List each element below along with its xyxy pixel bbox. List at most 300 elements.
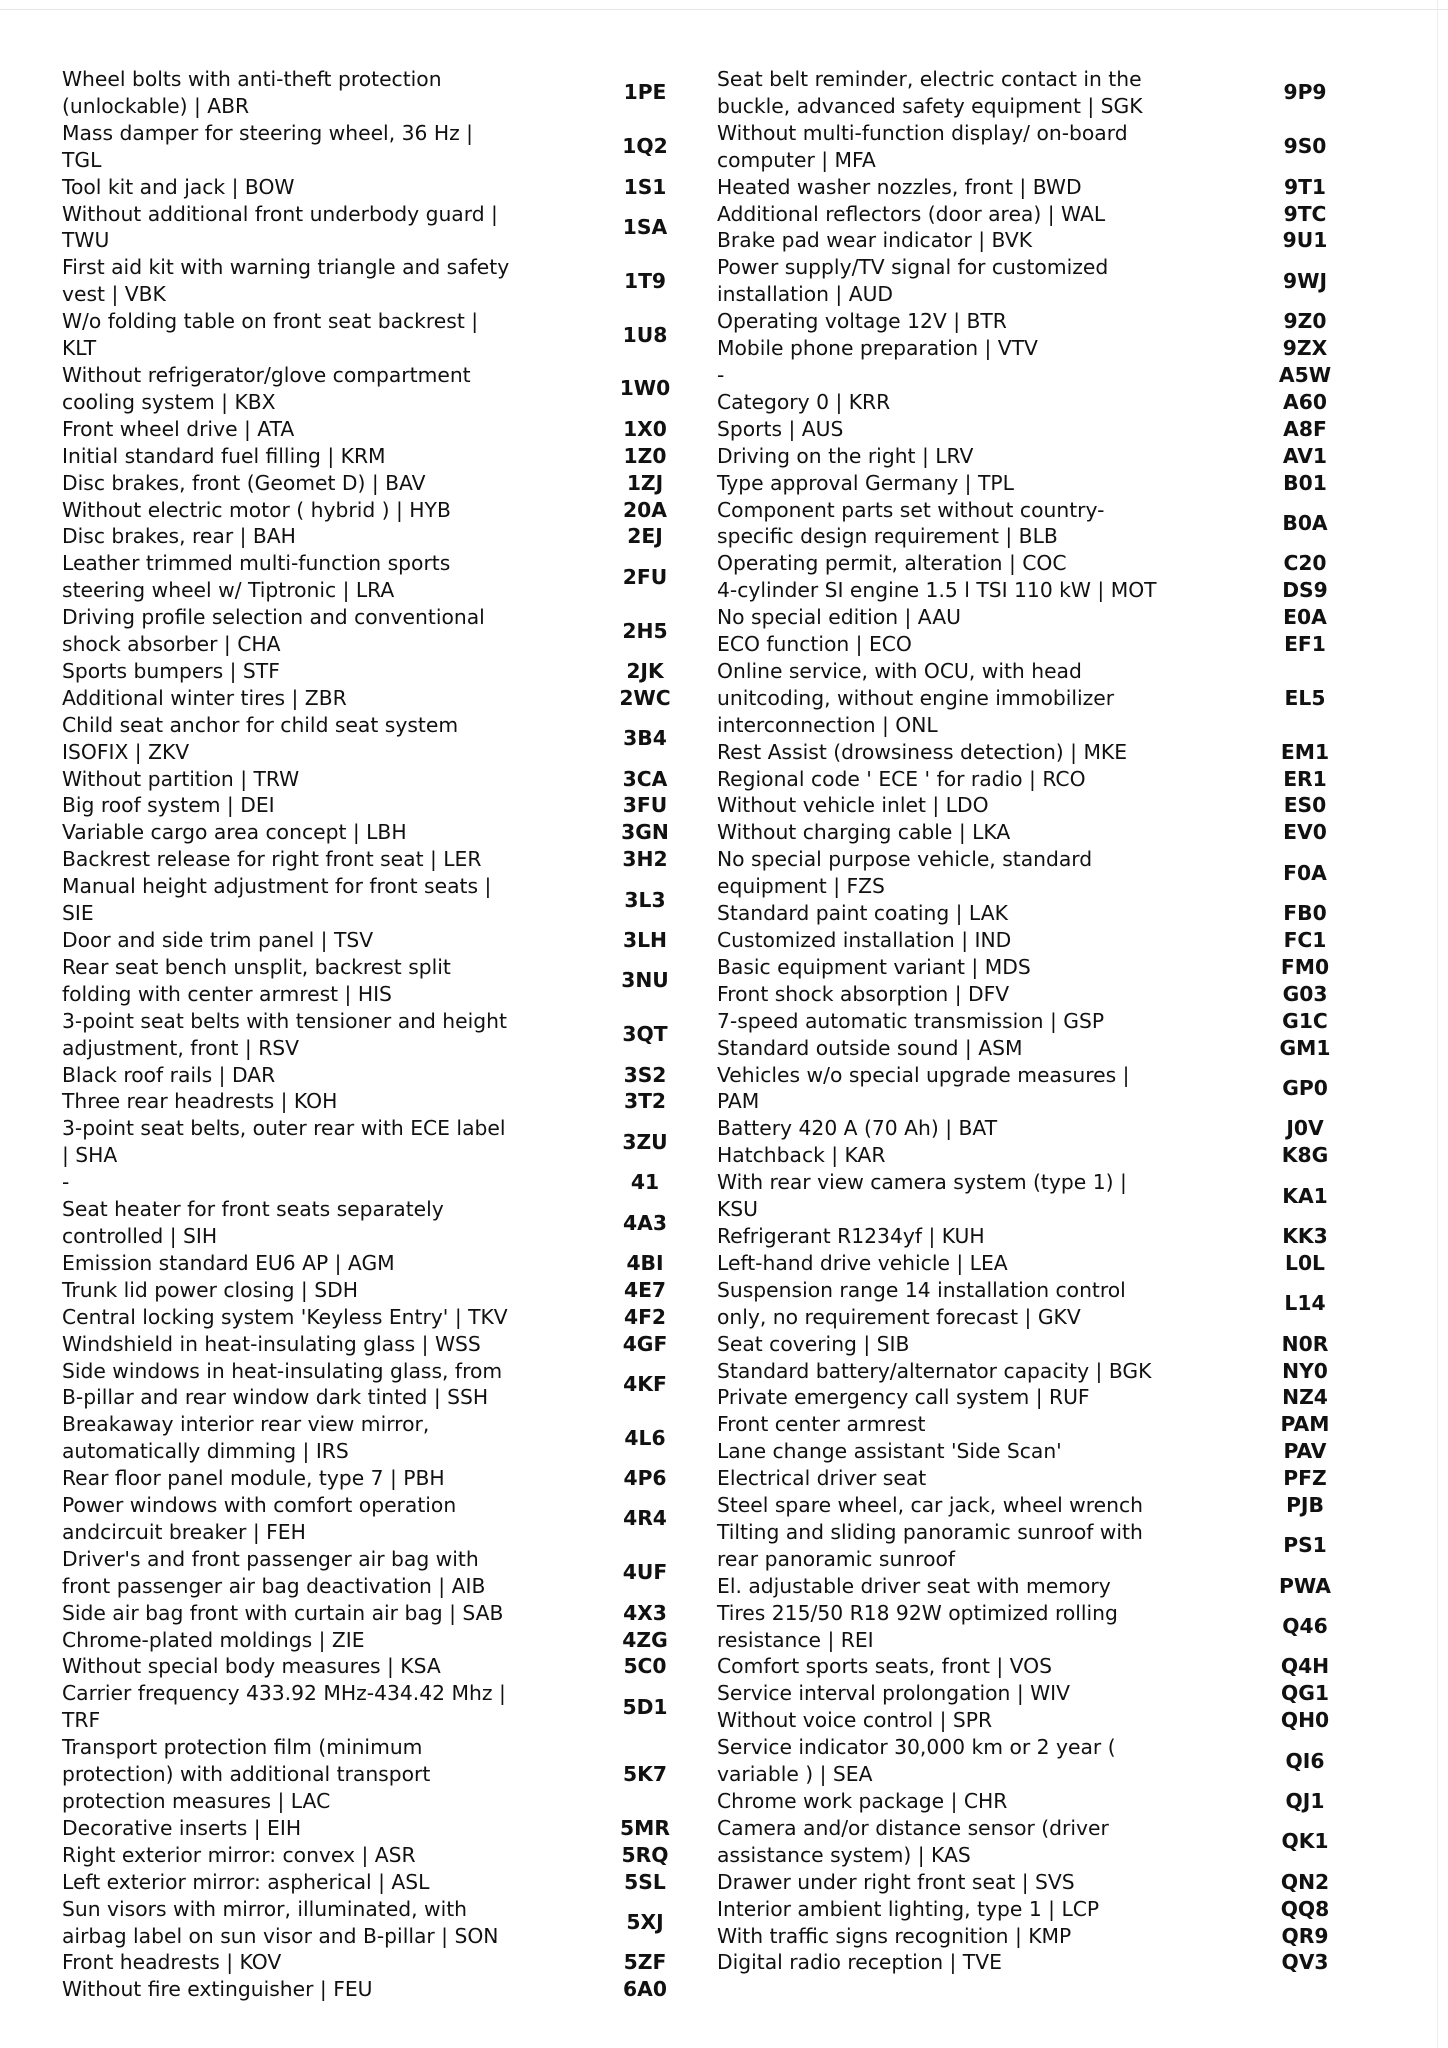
equipment-description	[62, 604, 542, 658]
equipment-description	[717, 1115, 1137, 1142]
equipment-description	[717, 846, 1137, 900]
option-code: QR9	[1281, 1923, 1329, 1948]
option-code: 9WJ	[1282, 268, 1328, 293]
equipment-description	[717, 1142, 1137, 1169]
equipment-description	[717, 1250, 1137, 1277]
equipment-description	[717, 1896, 1137, 1923]
equipment-row	[717, 1923, 1347, 1950]
option-code: 3L3	[624, 887, 666, 912]
option-code: PAM	[1280, 1412, 1330, 1437]
equipment-description	[717, 819, 1137, 846]
option-code: QQ8	[1280, 1896, 1330, 1921]
description-line: Private emergency call system | RUF	[717, 1385, 1090, 1410]
description-line: Variable cargo area concept | LBH	[62, 820, 407, 845]
option-code: Q46	[1282, 1614, 1328, 1639]
description-line: 7-speed automatic transmission | GSP	[717, 1008, 1105, 1033]
description-line: Standard paint coating | LAK	[717, 901, 1008, 926]
option-code: 2FU	[622, 564, 668, 589]
equipment-row	[62, 120, 692, 174]
description-line: Standard battery/alternator capacity | BGK	[717, 1358, 1152, 1383]
description-line: Central locking system 'Keyless Entry' | TKV	[62, 1304, 508, 1329]
description-line: Mobile phone preparation | VTV	[717, 336, 1038, 361]
option-code: QK1	[1281, 1829, 1329, 1854]
description-line: Sports bumpers | STF	[62, 658, 280, 683]
equipment-description	[717, 900, 1137, 927]
equipment-row	[717, 1358, 1347, 1385]
description-line: Without partition | TRW	[62, 766, 300, 791]
option-code: 4ZG	[622, 1627, 668, 1652]
equipment-row	[717, 1788, 1347, 1815]
equipment-description	[717, 174, 1137, 201]
equipment-row	[717, 1411, 1347, 1438]
equipment-description	[717, 443, 1137, 470]
equipment-description	[62, 1842, 542, 1869]
equipment-description	[717, 1169, 1137, 1223]
equipment-row	[717, 1573, 1347, 1600]
description-line: protection measures | LAC	[62, 1789, 331, 1813]
equipment-row	[62, 1062, 692, 1089]
equipment-row	[717, 1384, 1347, 1411]
equipment-description	[717, 1411, 1137, 1438]
option-code: 9P9	[1283, 80, 1327, 105]
option-code: 3H2	[622, 847, 668, 872]
description-line: Left-hand drive vehicle | LEA	[717, 1250, 1008, 1275]
option-code: 3LH	[622, 928, 667, 952]
description-line: Refrigerant R1234yf | KUH	[717, 1223, 985, 1248]
option-code: C20	[1283, 551, 1327, 576]
option-code: 9ZX	[1282, 336, 1328, 361]
equipment-description	[717, 1384, 1137, 1411]
equipment-description	[717, 497, 1137, 551]
description-line: TRF	[62, 1708, 101, 1733]
description-line: Tilting and sliding panoramic sunroof with	[717, 1519, 1143, 1544]
equipment-description	[62, 1627, 542, 1654]
description-line: No special purpose vehicle, standard	[717, 847, 1093, 872]
option-code: 5RQ	[621, 1842, 669, 1867]
description-line: Service indicator 30,000 km or 2 year (	[717, 1735, 1116, 1760]
option-code: 5XJ	[626, 1910, 664, 1935]
equipment-description	[62, 416, 542, 443]
description-line: Digital radio reception | TVE	[717, 1950, 1002, 1975]
equipment-row	[62, 1949, 692, 1976]
equipment-row	[62, 550, 692, 604]
option-code: N0R	[1281, 1331, 1329, 1356]
description-line: Without charging cable | LKA	[717, 820, 1011, 845]
option-code: A8F	[1283, 416, 1327, 441]
equipment-description	[62, 1411, 542, 1465]
description-line: Disc brakes, rear | BAH	[62, 524, 296, 549]
description-line: KLT	[62, 336, 97, 361]
option-code: KA1	[1282, 1183, 1328, 1208]
equipment-row	[717, 1277, 1347, 1331]
equipment-description	[717, 66, 1143, 120]
option-code: 9Z0	[1283, 309, 1327, 334]
equipment-row	[62, 254, 692, 308]
option-code: 4BI	[626, 1250, 664, 1275]
equipment-description	[62, 174, 542, 201]
equipment-description	[62, 1546, 542, 1600]
option-code: QG1	[1281, 1681, 1329, 1706]
option-code: Q4H	[1280, 1654, 1330, 1679]
equipment-description	[717, 362, 1137, 389]
description-line: Side windows in heat-insulating glass, from	[62, 1358, 503, 1383]
description-line: -	[717, 362, 725, 387]
equipment-row	[62, 846, 692, 873]
description-line: Tool kit and jack | BOW	[62, 174, 295, 199]
equipment-row	[717, 927, 1347, 954]
equipment-description	[717, 1869, 1137, 1896]
description-line: Without voice control | SPR	[717, 1708, 993, 1733]
equipment-row	[62, 1277, 692, 1304]
equipment-description	[62, 1169, 542, 1196]
equipment-row	[717, 174, 1347, 201]
description-line: W/o folding table on front seat backrest |	[62, 309, 479, 334]
option-code: PWA	[1278, 1573, 1332, 1598]
equipment-row	[717, 443, 1347, 470]
option-code: PJB	[1286, 1493, 1324, 1518]
equipment-row	[62, 1411, 692, 1465]
option-code: QN2	[1280, 1869, 1330, 1894]
equipment-description	[717, 954, 1137, 981]
description-line: 4-cylinder SI engine 1.5 l TSI 110 kW | MOT	[717, 578, 1157, 603]
option-code: 3FU	[622, 793, 668, 818]
description-line: Standard outside sound | ASM	[717, 1035, 1023, 1060]
description-line: SIE	[62, 901, 94, 926]
description-line: With traffic signs recognition | KMP	[717, 1923, 1072, 1948]
description-line: Customized installation | IND	[717, 928, 1012, 952]
equipment-description	[717, 1573, 1137, 1600]
description-line: KSU	[717, 1197, 759, 1222]
description-line: 3-point seat belts with tensioner and height	[62, 1008, 507, 1033]
equipment-row	[62, 470, 692, 497]
description-line: Rear floor panel module, type 7 | PBH	[62, 1466, 445, 1491]
equipment-description	[62, 66, 542, 120]
equipment-description	[62, 1196, 542, 1250]
equipment-description	[717, 981, 1137, 1008]
option-code: PS1	[1283, 1533, 1327, 1558]
description-line: resistance | REI	[717, 1627, 874, 1652]
option-code: QI6	[1285, 1748, 1325, 1773]
description-line: controlled | SIH	[62, 1223, 218, 1248]
equipment-description	[62, 1896, 542, 1950]
option-code: 4A3	[623, 1210, 667, 1235]
equipment-row	[717, 362, 1347, 389]
option-code: E0A	[1283, 605, 1327, 630]
description-line: Transport protection film (minimum	[62, 1735, 423, 1760]
equipment-list-left-column	[62, 66, 692, 2003]
description-line: shock absorber | CHA	[62, 632, 281, 657]
description-line: cooling system | KBX	[62, 389, 276, 414]
equipment-description	[62, 1088, 542, 1115]
equipment-row	[717, 1142, 1347, 1169]
equipment-description	[717, 1519, 1143, 1573]
equipment-description	[717, 1223, 1137, 1250]
description-line: Initial standard fuel filling | KRM	[62, 443, 386, 468]
option-code: L14	[1284, 1291, 1326, 1316]
equipment-row	[717, 1492, 1347, 1519]
description-line: Rest Assist (drowsiness detection) | MKE	[717, 739, 1128, 764]
description-line: Trunk lid power closing | SDH	[62, 1277, 358, 1302]
equipment-description	[717, 1438, 1137, 1465]
option-code: 1S1	[623, 174, 667, 199]
description-line: Three rear headrests | KOH	[62, 1089, 338, 1114]
option-code: ES0	[1283, 793, 1327, 818]
equipment-description	[717, 1331, 1137, 1358]
description-line: ECO function | ECO	[717, 632, 912, 657]
option-code: 4X3	[623, 1600, 667, 1625]
description-line: rear panoramic sunroof	[717, 1546, 956, 1571]
equipment-row	[717, 900, 1347, 927]
option-code: ER1	[1283, 766, 1327, 791]
equipment-row	[717, 1869, 1347, 1896]
equipment-description	[62, 497, 542, 524]
equipment-row	[62, 604, 692, 658]
description-line: Leather trimmed multi-function sports	[62, 551, 451, 576]
description-line: Wheel bolts with anti-theft protection	[62, 67, 442, 91]
description-line: Big roof system | DEI	[62, 793, 275, 818]
equipment-row	[717, 819, 1347, 846]
equipment-description	[62, 1492, 542, 1546]
equipment-description	[717, 120, 1137, 174]
description-line: Category 0 | KRR	[717, 389, 891, 414]
option-code: F0A	[1283, 860, 1327, 885]
option-code: G1C	[1282, 1008, 1328, 1033]
equipment-row	[62, 1896, 692, 1950]
equipment-row	[717, 1519, 1347, 1573]
equipment-description	[717, 1492, 1143, 1519]
equipment-row	[717, 1680, 1347, 1707]
description-line: No special edition | AAU	[717, 605, 961, 630]
description-line: TGL	[62, 147, 102, 172]
equipment-row	[62, 1600, 692, 1627]
equipment-row	[717, 389, 1347, 416]
equipment-description	[717, 308, 1137, 335]
equipment-row	[717, 1169, 1347, 1223]
option-code: 5D1	[622, 1694, 668, 1719]
option-code: FM0	[1280, 954, 1330, 979]
description-line: buckle, advanced safety equipment | SGK	[717, 93, 1143, 118]
equipment-description	[62, 1680, 542, 1734]
page-top-edge	[0, 9, 1448, 10]
option-code: 4KF	[623, 1371, 667, 1396]
equipment-description	[717, 1680, 1137, 1707]
equipment-row	[62, 1008, 692, 1062]
description-line: | SHA	[62, 1143, 118, 1168]
equipment-description	[62, 308, 542, 362]
option-code: EL5	[1284, 685, 1326, 710]
equipment-row	[717, 470, 1347, 497]
equipment-description	[62, 1653, 542, 1680]
option-code: NY0	[1282, 1358, 1328, 1383]
equipment-row	[717, 1331, 1347, 1358]
option-code: NZ4	[1282, 1385, 1328, 1410]
description-line: Right exterior mirror: convex | ASR	[62, 1842, 416, 1867]
equipment-description	[717, 254, 1137, 308]
option-code: 3S2	[623, 1062, 667, 1087]
equipment-description	[62, 362, 542, 416]
equipment-row	[62, 1842, 692, 1869]
option-code: 5K7	[623, 1762, 667, 1787]
equipment-row	[62, 792, 692, 819]
equipment-row	[717, 604, 1347, 631]
equipment-row	[717, 1223, 1347, 1250]
equipment-description	[62, 1062, 542, 1089]
description-line: front passenger air bag deactivation | AIB	[62, 1573, 486, 1598]
equipment-row	[717, 1062, 1347, 1116]
equipment-row	[62, 1976, 692, 2003]
description-line: Sun visors with mirror, illuminated, with	[62, 1896, 468, 1921]
description-line: only, no requirement forecast | GKV	[717, 1304, 1081, 1329]
description-line: Power supply/TV signal for customized	[717, 255, 1109, 280]
option-code: 3B4	[623, 726, 667, 751]
description-line: Tires 215/50 R18 92W optimized rolling	[717, 1600, 1118, 1625]
description-line: 3-point seat belts, outer rear with ECE label	[62, 1116, 506, 1141]
option-code: 1W0	[619, 376, 671, 401]
equipment-row	[62, 1815, 692, 1842]
description-line: steering wheel w/ Tiptronic | LRA	[62, 578, 395, 603]
equipment-description	[62, 819, 542, 846]
equipment-description	[717, 577, 1157, 604]
equipment-row	[717, 1250, 1347, 1277]
description-line: folding with center armrest | HIS	[62, 981, 392, 1006]
option-code: PAV	[1283, 1439, 1327, 1464]
equipment-description	[717, 1600, 1137, 1654]
equipment-row	[717, 631, 1347, 658]
option-code: FC1	[1283, 928, 1327, 952]
equipment-description	[717, 470, 1137, 497]
equipment-row	[717, 120, 1347, 174]
equipment-description	[717, 927, 1137, 954]
equipment-row	[62, 523, 692, 550]
option-code: 4UF	[622, 1560, 668, 1585]
description-line: Seat heater for front seats separately	[62, 1197, 444, 1222]
description-line: El. adjustable driver seat with memory	[717, 1573, 1111, 1598]
description-line: Brake pad wear indicator | BVK	[717, 228, 1032, 253]
equipment-description	[62, 1358, 542, 1412]
equipment-row	[717, 227, 1347, 254]
option-code: B0A	[1282, 510, 1328, 535]
description-line: Chrome work package | CHR	[717, 1789, 1008, 1813]
equipment-description	[62, 550, 542, 604]
equipment-row	[717, 577, 1347, 604]
option-code: 1ZJ	[626, 470, 664, 495]
equipment-row	[717, 201, 1347, 228]
option-code: 3ZU	[622, 1129, 668, 1154]
description-line: Additional reflectors (door area) | WAL	[717, 201, 1106, 226]
option-code: 5ZF	[623, 1950, 667, 1975]
option-code: 4GF	[622, 1331, 668, 1356]
option-code: GP0	[1282, 1075, 1328, 1100]
description-line: Drawer under right front seat | SVS	[717, 1869, 1075, 1894]
option-code: 4F2	[623, 1304, 667, 1329]
equipment-description	[62, 1250, 542, 1277]
option-code: QH0	[1280, 1708, 1330, 1733]
description-line: Regional code ' ECE ' for radio | RCO	[717, 766, 1086, 791]
description-line: Driver's and front passenger air bag with	[62, 1546, 479, 1571]
equipment-row	[717, 1653, 1347, 1680]
option-code: 1T9	[623, 268, 667, 293]
option-code: 20A	[623, 497, 667, 522]
option-code: 4R4	[623, 1506, 667, 1531]
option-code: 9TC	[1283, 201, 1327, 226]
description-line: automatically dimming | IRS	[62, 1439, 349, 1464]
description-line: Without special body measures | KSA	[62, 1654, 441, 1679]
equipment-row	[717, 254, 1347, 308]
equipment-row	[717, 1465, 1347, 1492]
description-line: Basic equipment variant | MDS	[717, 954, 1031, 979]
option-code: 41	[630, 1170, 660, 1195]
description-line: Interior ambient lighting, type 1 | LCP	[717, 1896, 1100, 1921]
description-line: (unlockable) | ABR	[62, 93, 250, 118]
description-line: Steel spare wheel, car jack, wheel wrench	[717, 1493, 1143, 1518]
description-line: Online service, with OCU, with head	[717, 658, 1082, 683]
description-line: Front wheel drive | ATA	[62, 416, 295, 441]
equipment-row	[62, 1196, 692, 1250]
equipment-row	[62, 1465, 692, 1492]
description-line: variable ) | SEA	[717, 1762, 873, 1787]
equipment-row	[62, 362, 692, 416]
equipment-row	[62, 1331, 692, 1358]
option-code: 3NU	[621, 968, 669, 993]
option-code: FB0	[1283, 901, 1327, 926]
equipment-description	[717, 766, 1137, 793]
equipment-row	[717, 766, 1347, 793]
equipment-description	[62, 1815, 542, 1842]
equipment-description	[717, 1707, 1137, 1734]
equipment-description	[717, 1008, 1137, 1035]
description-line: equipment | FZS	[717, 874, 885, 899]
equipment-description	[717, 792, 1137, 819]
equipment-description	[717, 1358, 1152, 1385]
equipment-row	[717, 550, 1347, 577]
equipment-description	[717, 1788, 1137, 1815]
equipment-row	[717, 1438, 1347, 1465]
description-line: Sports | AUS	[717, 416, 844, 441]
equipment-description	[62, 846, 542, 873]
equipment-row	[62, 66, 692, 120]
option-code: 5MR	[620, 1815, 670, 1840]
description-line: ISOFIX | ZKV	[62, 739, 190, 764]
equipment-description	[62, 685, 542, 712]
equipment-description	[717, 389, 1137, 416]
equipment-row	[62, 416, 692, 443]
equipment-description	[62, 1115, 542, 1169]
equipment-description	[62, 766, 542, 793]
option-code: 6A0	[623, 1977, 667, 2002]
equipment-row	[717, 981, 1347, 1008]
description-line: Front headrests | KOV	[62, 1950, 282, 1975]
equipment-row	[62, 954, 692, 1008]
option-code: AV1	[1282, 443, 1328, 468]
equipment-row	[62, 1680, 692, 1734]
description-line: Operating voltage 12V | BTR	[717, 309, 1007, 334]
option-code: B01	[1283, 470, 1327, 495]
option-code: 2WC	[619, 685, 671, 710]
option-code: 3GN	[621, 820, 669, 845]
option-code: K8G	[1281, 1143, 1329, 1168]
equipment-row	[62, 1169, 692, 1196]
equipment-row	[717, 846, 1347, 900]
option-code: 2JK	[626, 658, 664, 683]
description-line: PAM	[717, 1089, 760, 1114]
equipment-row	[717, 1035, 1347, 1062]
description-line: Electrical driver seat	[717, 1466, 927, 1491]
description-line: specific design requirement | BLB	[717, 524, 1058, 549]
equipment-description	[717, 1062, 1137, 1116]
equipment-row	[62, 201, 692, 255]
equipment-description	[62, 792, 542, 819]
description-line: Front shock absorption | DFV	[717, 981, 1010, 1006]
